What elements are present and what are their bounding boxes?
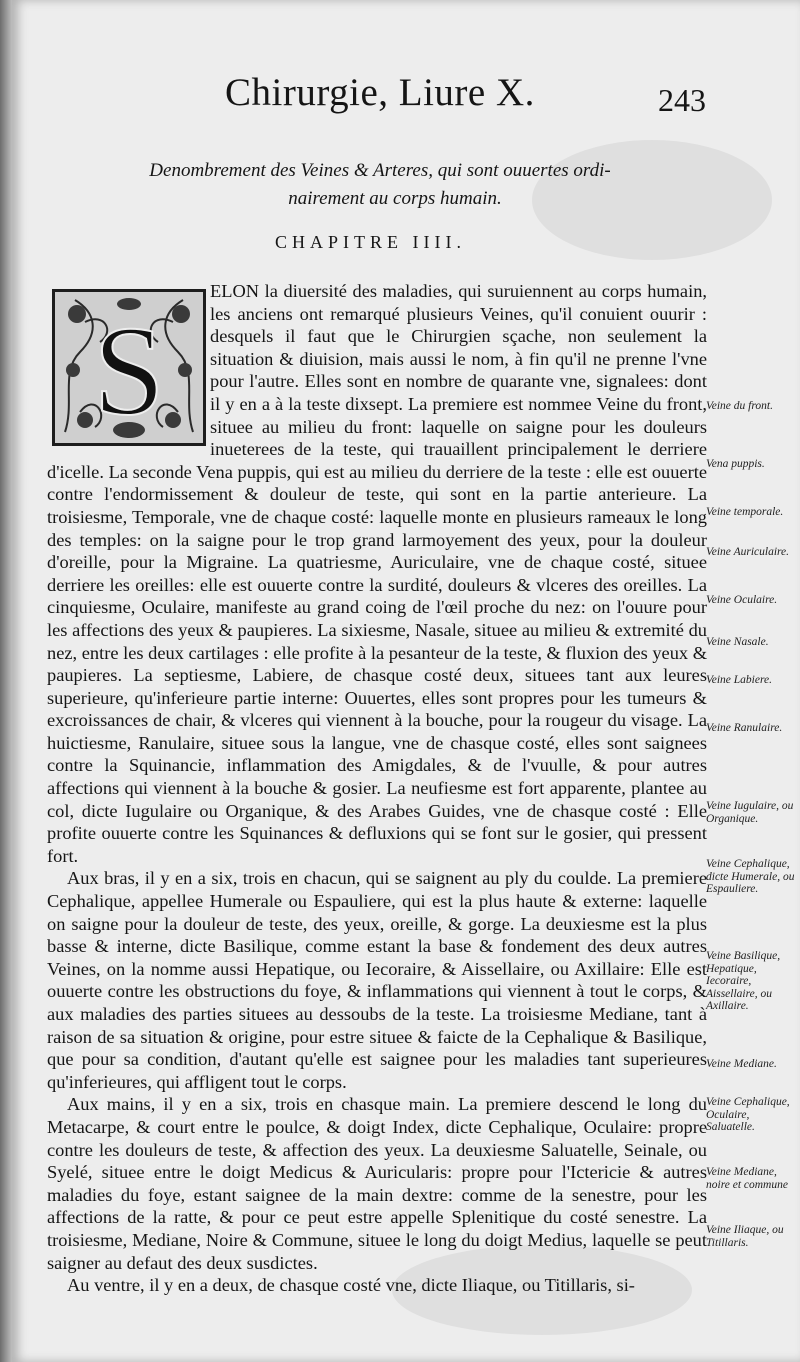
running-head: Chirurgie, Liure X. — [225, 71, 535, 114]
margin-note-iliaque: Veine Iliaque, ou Titillaris. — [706, 1224, 784, 1249]
margin-note-cephalique: Veine Cephalique, dicte Humerale, ou Espauliere. — [706, 858, 795, 895]
margin-note-mediane: Veine Mediane. — [706, 1058, 777, 1070]
book-gutter — [0, 0, 12, 1362]
margin-note-nasale: Veine Nasale. — [706, 636, 769, 648]
margin-note-puppis: Vena puppis. — [706, 458, 765, 470]
chapter-heading: CHAPITRE IIII. — [275, 232, 466, 252]
margin-note-saluatelle: Veine Cephalique, Oculaire, Saluatelle. — [706, 1096, 790, 1133]
paragraph-head-veins: ELON la diuersité des maladies, qui suruiennent au corps humain, les anciens ont remarqué plusieurs Veines, qu'il conuient ouurir : desquels il faut que le Chirurgien sçache, non seulement la situation & diuision, mais aussi le nom, à fin qu'il ne prenne l'vne pour l'autre. Elles sont en nombre de quarante vne, signalees: dont il y en a à la teste dixsept. La premiere est nommee Veine du front, situee au milieu du front: laquelle on saigne pour les douleurs inueterees de la teste, qui trauaillent principalement le derriere d'icelle. La seconde Vena puppis, qui est au milieu du derriere de la teste : elle est ouuerte contre l'endormissement & douleur de teste, qui sont en la partie anterieure. La troisiesme, Temporale, vne de chaque costé: laquelle monte en plusieurs rameaux le long des temples: on la saigne pour le trop grand larmoyement des yeux, pour la douleur d'oreille, pour la Migraine. La quatriesme, Auriculaire, vne de chaque costé, situee derriere les oreilles: elle est ouuerte contre la surdité, douleurs & vlceres des oreilles. La cinquiesme, Oculaire, manifeste au grand coing de l'œil proche du nez: on l'ouure pour les affections des yeux & paupieres. La sixiesme, Nasale, situee au milieu & extremité du nez, entre les deux cartilages : elle profite à la pesanteur de la teste, & fluxion des yeux & paupieres. La septiesme, Labiere, de chasque costé deux, situees tant aux leures superieure, qu'inferieure partie interne: Ouuertes, elles sont propres pour les tumeurs & excroissances de chair, & vlceres qui viennent à la bouche, pour la rougeur du visage. La huictiesme, Ranulaire, situee sous la langue, vne de chasque costé, elles sont saignees contre la Squinancie, inflammation des Amigdales, & de l'vuulle, & pour autres affections qui viennent à la bouche & gosier. La neufiesme est fort apparente, plantee au col, dicte Iugulaire ou Organique, & des Arabes Guides, vne de chasque costé : Elle profite ouuerte contre les Squinances & defluxions qui se font sur le gosier, qui pressent fort. — [47, 281, 707, 866]
drop-cap-letter: S — [93, 300, 165, 442]
margin-note-iugulaire: Veine Iugulaire, ou Organique. — [706, 800, 794, 825]
paragraph-belly-veins: Au ventre, il y en a deux, de chasque costé vne, dicte Iliaque, ou Titillaris, si- — [67, 1275, 635, 1296]
section-title-line-1: Denombrement des Veines & Arteres, qui sont ouuertes ordi- — [149, 160, 611, 181]
section-title-line-2: nairement au corps humain. — [288, 188, 502, 209]
margin-note-oculaire: Veine Oculaire. — [706, 594, 778, 606]
margin-note-auriculaire: Veine Auriculaire. — [706, 546, 790, 558]
margin-note-temporale: Veine temporale. — [706, 506, 784, 518]
margin-note-front: Veine du front. — [706, 400, 773, 412]
margin-note-ranulaire: Veine Ranulaire. — [706, 722, 783, 734]
paragraph-hand-veins: Aux mains, il y en a six, trois en chasque main. La premiere descend le long du Metacarpe, & court entre le poulce, & doigt Index, dicte Cephalique, Oculaire: propre contre les douleurs de teste, & affection des yeux. La deuxiesme Saluatelle, Seinale, ou Syelé, situee entre le doigt Medicus & Auricularis: propre pour l'Ictericie & autres maladies du foye, estant saignee de la main dextre: comme de la senestre, pour les affections de la ratte, & pour ce peut estre appelle Splenitique du costé senestre. La troisiesme, Mediane, Noire & Commune, situee le long du doigt Medius, laquelle se peut saigner au defaut des deux susdictes. — [47, 1094, 707, 1273]
drop-cap-spacer — [47, 280, 210, 460]
margin-note-mediane-noire: Veine Mediane, noire et commune — [706, 1166, 788, 1191]
page-number: 243 — [658, 82, 706, 118]
bleed-through-shadow — [532, 140, 772, 260]
main-text — [47, 280, 707, 1297]
margin-note-basilique: Veine Basilique, Hepatique, Iecoraire, Aissellaire, ou Axillaire. — [706, 950, 781, 1012]
paragraph-arm-veins: Aux bras, il y en a six, trois en chacun, qui se saignent au ply du coulde. La premiere Cephalique, appellee Humerale ou Espauliere, qui est la plus haute & externe: laquelle on saigne pour la douleur de teste, des yeux, oreille, & gorge. La deuxiesme est la plus basse & interne, dicte Basilique, comme estant la base & fondement des deux autres Veines, on la nomme aussi Hepatique, ou Iecoraire, & Aissellaire, ou Axillaire: Elle est ouuerte contre les obstructions du foye, & inflammations qui viennent à tout le corps, & aux maladies des parties situees au dessoubs de la teste. La troisiesme Mediane, tant à raison de sa situation & origine, pour estre situee & faicte de la Cephalique & Basilique, que pour sa condition, d'autant qu'elle est saignee pour les maladies tant superieures qu'inferieures, qui affligent tout le corps. — [47, 868, 707, 1092]
margin-note-labiere: Veine Labiere. — [706, 674, 773, 686]
